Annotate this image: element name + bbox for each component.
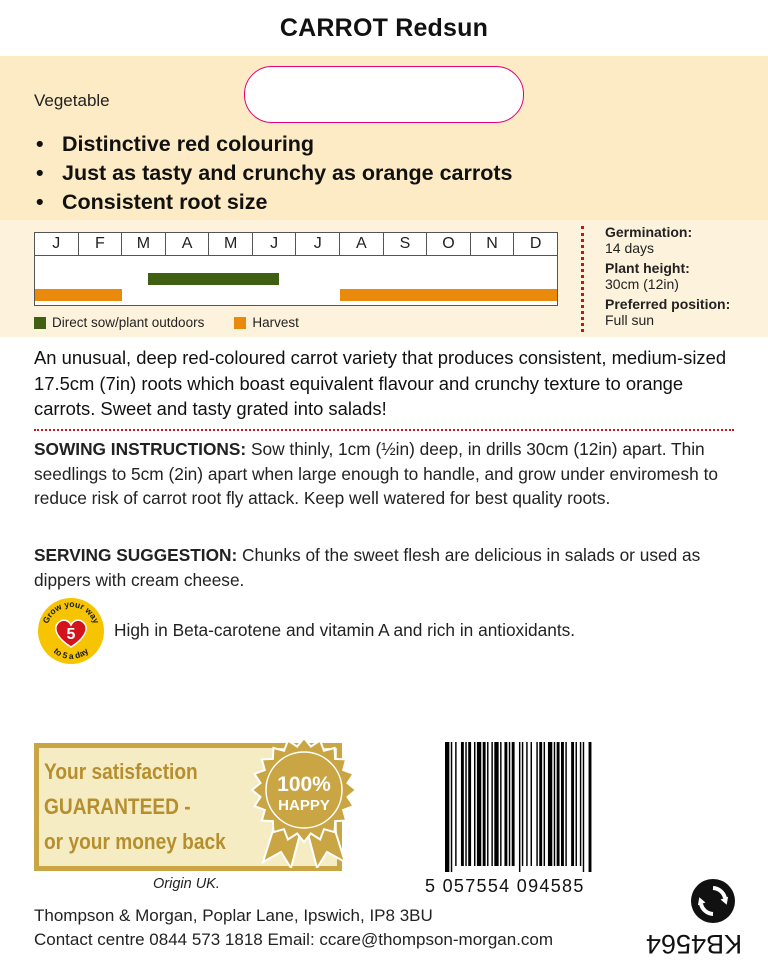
barcode-bar — [455, 742, 456, 866]
product-title: CARROT Redsun — [279, 14, 489, 42]
nutrition-note: High in Beta-carotene and vitamin A and rich in antioxidants. — [114, 620, 576, 640]
barcode-bar — [526, 742, 527, 866]
barcode-bar — [536, 742, 537, 866]
barcode-bar — [451, 742, 452, 872]
company-address: Thompson & Morgan, Poplar Lane, Ipswich, IP8 3BU — [34, 906, 433, 925]
feature-item: • Distinctive red colouring — [34, 130, 512, 159]
company-contact: Contact centre 0844 573 1818 Email: ccare@thompson-morgan.com — [34, 930, 554, 949]
calendar-month: M — [122, 233, 166, 255]
origin-text: Origin UK. — [153, 876, 220, 892]
serving-suggestion — [34, 543, 734, 592]
harvest-swatch — [234, 317, 246, 329]
height-value: 30cm (12in) — [605, 276, 679, 292]
dotted-separator — [34, 429, 734, 431]
calendar-month: A — [166, 233, 210, 255]
height-label: Plant height: — [605, 260, 690, 276]
category-label: Vegetable — [34, 91, 110, 110]
guarantee-line-3: or your money back — [44, 829, 226, 854]
calendar-month: J — [296, 233, 340, 255]
barcode-bar — [477, 742, 481, 866]
barcode-bar — [557, 742, 560, 866]
heart-badge-icon — [37, 597, 105, 665]
barcode-bar — [544, 742, 545, 866]
sow-swatch — [34, 317, 46, 329]
product-description: An unusual, deep red-coloured carrot variety that produces consistent, medium-sized 17.5cm (7in) roots which boast equivalent flavour and crunchy texture to orange carrots. Sweet and tasty grated into salads! — [34, 347, 727, 419]
label-placeholder-box — [244, 66, 524, 123]
calendar-legend — [34, 315, 299, 330]
serving-heading: SERVING SUGGESTION: — [34, 545, 238, 565]
barcode-bar — [548, 742, 552, 866]
barcode-bar — [565, 742, 566, 866]
barcode-bar — [468, 742, 471, 866]
barcode-bar — [509, 742, 510, 866]
barcode-bar — [571, 742, 574, 866]
barcode-bar — [531, 742, 532, 866]
badge-top-text: Grow your way — [40, 598, 102, 625]
barcode-bar — [539, 742, 542, 866]
feature-item: • Just as tasty and crunchy as orange carrots — [34, 159, 512, 188]
guarantee-line-2: GUARANTEED - — [44, 794, 191, 819]
barcode-bar — [465, 742, 466, 866]
barcode-bar — [512, 742, 515, 866]
barcode-bar — [522, 742, 523, 866]
barcode-bar — [589, 742, 592, 872]
barcode-bar — [561, 742, 564, 866]
sow-bar — [148, 273, 279, 285]
calendar-months — [35, 233, 557, 256]
barcode — [443, 742, 657, 872]
barcode-bar — [576, 742, 577, 866]
feature-list — [34, 130, 512, 217]
calendar-month: O — [427, 233, 471, 255]
calendar-month: F — [79, 233, 123, 255]
growing-info — [605, 224, 730, 332]
company-info — [34, 904, 553, 952]
feature-item: • Consistent root size — [34, 188, 512, 217]
barcode-bar — [583, 742, 584, 872]
harvest-bar — [35, 289, 122, 301]
barcode-bar — [494, 742, 498, 866]
legend-sow-label: Direct sow/plant outdoors — [52, 315, 205, 330]
sowing-text: Sow thinly, 1cm (½in) deep, in drills 30cm (12in) apart. Thin seedlings to 5cm (2in) apart when large enough to handle, and grow under enviromesh to reduce risk of carrot root fly attack. Keep well watered for best quality roots. — [34, 439, 718, 508]
guarantee-line-1: Your satisfaction — [44, 759, 198, 784]
barcode-bar — [487, 742, 488, 866]
calendar-month: J — [253, 233, 297, 255]
calendar-month: N — [471, 233, 515, 255]
barcode-bar — [519, 742, 520, 872]
guarantee-text — [44, 754, 226, 859]
sowing-calendar — [34, 232, 558, 306]
barcode-bar — [474, 742, 475, 866]
calendar-month: J — [35, 233, 79, 255]
calendar-month: D — [529, 235, 542, 252]
product-code: KB4564 — [646, 929, 743, 959]
germination-label: Germination: — [605, 224, 693, 240]
barcode-number: 5 057554 094585 — [425, 876, 585, 896]
calendar-month: A — [340, 233, 384, 255]
barcode-bar — [580, 742, 581, 866]
position-value: Full sun — [605, 312, 655, 328]
barcode-bar — [491, 742, 492, 866]
calendar-month: M — [209, 233, 253, 255]
badge-bottom-text: to 5 a day — [51, 645, 91, 662]
calendar-month: S — [384, 233, 428, 255]
seal-percent: 100% — [277, 773, 331, 796]
happy-seal-icon — [245, 738, 363, 868]
serving-text: Chunks of the sweet flesh are delicious in salads or used as dippers with cream cheese. — [34, 545, 701, 590]
badge-number: 5 — [66, 626, 76, 643]
dotted-divider — [581, 226, 584, 332]
barcode-bar — [461, 742, 464, 866]
barcode-bar — [504, 742, 507, 866]
seal-word: HAPPY — [278, 797, 330, 814]
barcode-bar — [554, 742, 555, 866]
barcode-bar — [500, 742, 501, 866]
barcode-bar — [483, 742, 486, 866]
recycle-icon — [690, 878, 736, 924]
legend-harvest-label: Harvest — [252, 315, 299, 330]
sowing-instructions — [34, 437, 734, 511]
sowing-heading: SOWING INSTRUCTIONS: — [34, 439, 247, 459]
barcode-bar — [445, 742, 449, 872]
position-label: Preferred position: — [605, 296, 731, 312]
germination-value: 14 days — [605, 240, 655, 256]
harvest-bar — [340, 289, 558, 301]
